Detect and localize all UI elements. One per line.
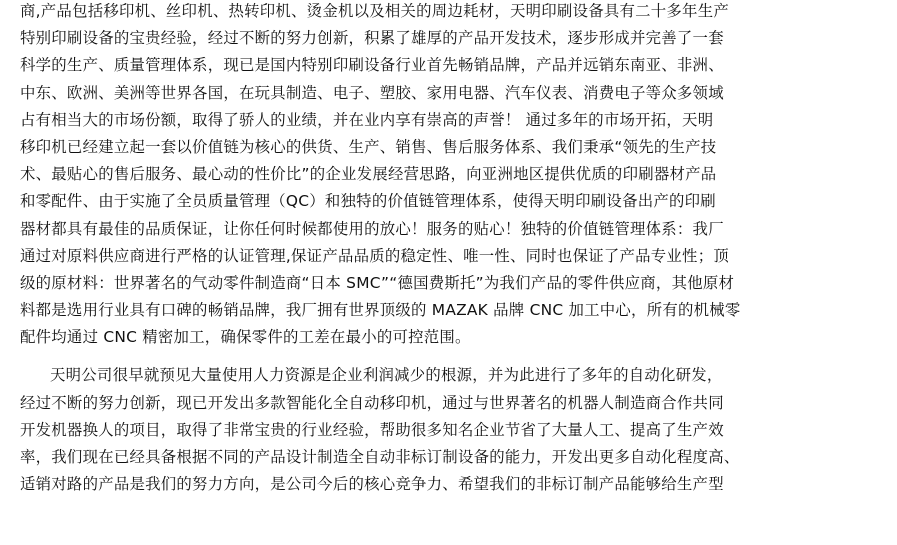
text-line: 术、最贴心的售后服务、最心动的性价比”的企业发展经营思路，向亚洲地区提供优质的印刷器材产品 <box>20 165 717 184</box>
paragraph-automation <box>20 362 880 498</box>
text-line: 料都是选用行业具有口碑的畅销品牌，我厂拥有世界顶级的 MAZAK 品牌 CNC 加工中心，所有的机械零 <box>20 301 741 320</box>
text-line: 科学的生产、质量管理体系，现已是国内特别印刷设备行业首先畅销品牌，产品并远销东南亚、非洲、 <box>20 56 724 75</box>
text-line: 和零配件、由于实施了全员质量管理（QC）和独特的价值链管理体系，使得天明印刷设备出产的印刷 <box>20 192 716 211</box>
text-line: 移印机已经建立起一套以价值链为核心的供货、生产、销售、售后服务体系、我们秉承“领先的生产技 <box>20 137 717 156</box>
paragraph-company-intro <box>20 0 880 351</box>
text-line: 天明公司很早就预见大量使用人力资源是企业利润减少的根源，并为此进行了多年的自动化研发， <box>50 366 723 385</box>
text-line: 通过对原料供应商进行严格的认证管理,保证产品品质的稳定性、唯一性、同时也保证了产品专业性；顶 <box>20 246 729 265</box>
text-line: 中东、欧洲、美洲等世界各国，在玩具制造、电子、塑胶、家用电器、汽车仪表、消费电子等众多领域 <box>20 83 724 102</box>
text-line: 商,产品包括移印机、丝印机、热转印机、烫金机以及相关的周边耗材，天明印刷设备具有二十多年生产 <box>20 2 729 20</box>
text-line: 器材都具有最佳的品质保证，让你任何时候都使用的放心！服务的贴心！独特的价值链管理体系：我厂 <box>20 219 724 238</box>
document-body <box>20 0 880 498</box>
text-line: 适销对路的产品是我们的努力方向，是公司今后的核心竞争力、希望我们的非标订制产品能够给生产型 <box>20 475 724 494</box>
text-line: 率，我们现在已经具备根据不同的产品设计制造全自动非标订制设备的能力，开发出更多自动化程度高、 <box>20 448 740 466</box>
text-line: 特别印刷设备的宝贵经验，经过不断的努力创新，积累了雄厚的产品开发技术，逐步形成并完善了一套 <box>20 29 724 48</box>
text-line: 配件均通过 CNC 精密加工，确保零件的工差在最小的可控范围。 <box>20 328 471 347</box>
paragraph-gap <box>20 351 880 362</box>
text-line: 级的原材料：世界著名的气动零件制造商“日本 SMC”“德国费斯托”为我们产品的零件供应商，其他原材 <box>20 273 735 292</box>
text-line: 经过不断的努力创新，现已开发出多款智能化全自动移印机，通过与世界著名的机器人制造商合作共同 <box>20 393 724 412</box>
text-line: 开发机器换人的项目，取得了非常宝贵的行业经验，帮助很多知名企业节省了大量人工、提高了生产效 <box>20 420 724 439</box>
text-line: 占有相当大的市场份额，取得了骄人的业绩，并在业内享有崇高的声誉！ 通过多年的市场开拓，天明 <box>20 110 714 129</box>
